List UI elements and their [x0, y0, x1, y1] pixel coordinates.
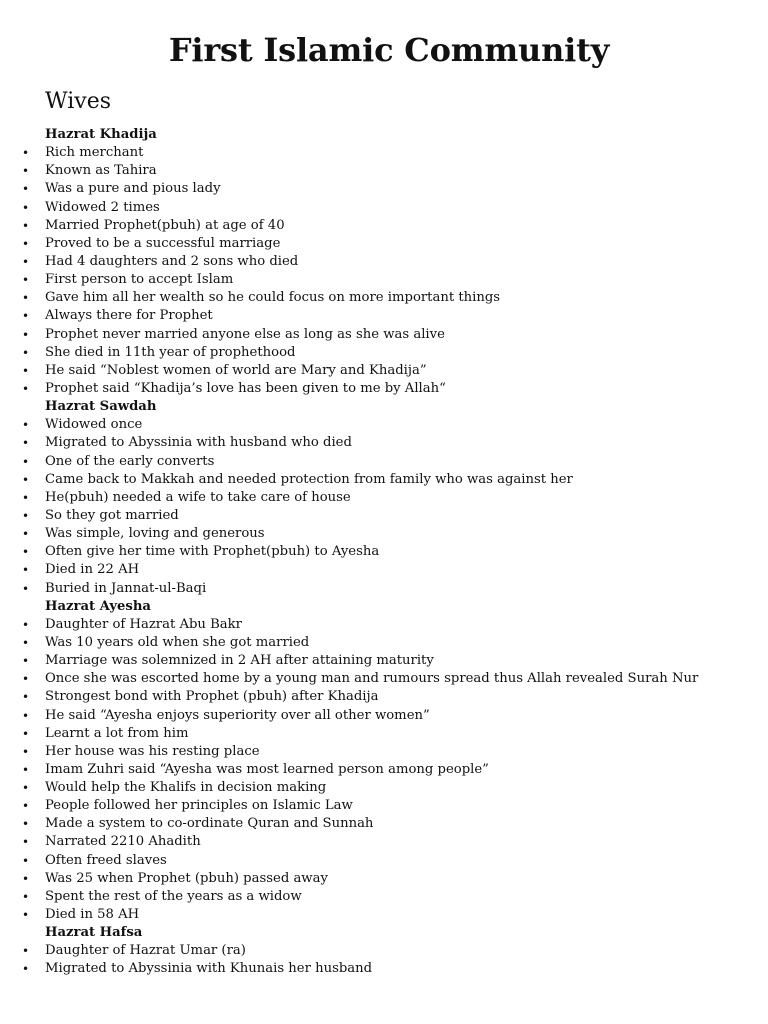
- bullet-icon: •: [22, 236, 30, 251]
- bullet-icon: •: [22, 508, 30, 523]
- list-item: [0, 180, 768, 198]
- list-item: [0, 434, 768, 452]
- bullet-icon: •: [22, 853, 30, 868]
- list-item: [0, 217, 768, 235]
- list-item: [0, 525, 768, 543]
- list-item: [0, 561, 768, 579]
- list-item: [0, 707, 768, 725]
- bullet-icon: •: [22, 817, 30, 832]
- bullet-icon: •: [22, 363, 30, 378]
- list-item-text: He said “Ayesha enjoys superiority over all other women”: [45, 707, 430, 723]
- list-item-text: Was 10 years old when she got married: [45, 634, 310, 650]
- person-section: [0, 398, 768, 598]
- list-item-text: Gave him all her wealth so he could focus on more important things: [45, 290, 501, 306]
- bullet-icon: •: [22, 708, 30, 723]
- bullet-list: [0, 144, 768, 398]
- bullet-icon: •: [22, 200, 30, 215]
- list-item-text: Prophet never married anyone else as long as she was alive: [45, 326, 445, 342]
- bullet-icon: •: [22, 527, 30, 542]
- list-item: [0, 543, 768, 561]
- list-item: [0, 888, 768, 906]
- bullet-icon: •: [22, 490, 30, 505]
- list-item-text: Her house was his resting place: [45, 743, 260, 759]
- list-item: [0, 162, 768, 180]
- list-item-text: Narrated 2210 Ahadith: [45, 834, 201, 850]
- bullet-icon: •: [22, 581, 30, 596]
- list-item: [0, 761, 768, 779]
- list-item: [0, 688, 768, 706]
- bullet-icon: •: [22, 327, 30, 342]
- bullet-icon: •: [22, 472, 30, 487]
- list-item-text: Buried in Jannat-ul-Baqi: [45, 580, 207, 596]
- bullet-list: [0, 416, 768, 597]
- bullet-icon: •: [22, 545, 30, 560]
- list-item-text: Married Prophet(pbuh) at age of 40: [45, 217, 285, 233]
- list-item: [0, 580, 768, 598]
- list-item: [0, 507, 768, 525]
- list-item: [0, 906, 768, 924]
- bullet-icon: •: [22, 254, 30, 269]
- bullet-icon: •: [22, 617, 30, 632]
- bullet-icon: •: [22, 454, 30, 469]
- list-item-text: Migrated to Abyssinia with Khunais her husband: [45, 961, 373, 977]
- list-item: [0, 852, 768, 870]
- person-section: [0, 598, 768, 925]
- bullet-icon: •: [22, 654, 30, 669]
- bullet-icon: •: [22, 944, 30, 959]
- list-item: [0, 271, 768, 289]
- bullet-icon: •: [22, 781, 30, 796]
- list-item-text: Was 25 when Prophet (pbuh) passed away: [45, 870, 328, 886]
- bullet-icon: •: [22, 672, 30, 687]
- bullet-icon: •: [22, 309, 30, 324]
- list-item-text: She died in 11th year of prophethood: [45, 344, 296, 360]
- bullet-icon: •: [22, 146, 30, 161]
- list-item: [0, 289, 768, 307]
- list-item: [0, 797, 768, 815]
- section-heading-wives: Wives: [45, 89, 111, 114]
- list-item-text: Was a pure and pious lady: [45, 181, 221, 197]
- list-item-text: Learnt a lot from him: [45, 725, 189, 741]
- person-section: [0, 126, 768, 398]
- bullet-icon: •: [22, 889, 30, 904]
- list-item: [0, 870, 768, 888]
- list-item: [0, 416, 768, 434]
- list-item-text: First person to accept Islam: [45, 272, 234, 288]
- list-item: [0, 344, 768, 362]
- list-item-text: Imam Zuhri said “Ayesha was most learned person among people”: [45, 761, 489, 777]
- bullet-list: [0, 616, 768, 924]
- list-item-text: One of the early converts: [45, 453, 215, 469]
- list-item: [0, 253, 768, 271]
- bullet-icon: •: [22, 218, 30, 233]
- list-item-text: Made a system to co-ordinate Quran and Sunnah: [45, 816, 374, 832]
- list-item-text: Marriage was solemnized in 2 AH after attaining maturity: [45, 653, 434, 669]
- list-item: [0, 652, 768, 670]
- list-item: [0, 235, 768, 253]
- list-item: [0, 616, 768, 634]
- bullet-icon: •: [22, 835, 30, 850]
- person-section: [0, 924, 768, 978]
- person-name: Hazrat Sawdah: [45, 399, 157, 415]
- bullet-icon: •: [22, 273, 30, 288]
- bullet-icon: •: [22, 381, 30, 396]
- list-item: [0, 942, 768, 960]
- list-item-text: Proved to be a successful marriage: [45, 235, 281, 251]
- list-item-text: People followed her principles on Islamic Law: [45, 798, 353, 814]
- list-item-text: Rich merchant: [45, 145, 144, 161]
- list-item-text: So they got married: [45, 507, 179, 523]
- bullet-icon: •: [22, 799, 30, 814]
- list-item: [0, 779, 768, 797]
- list-item-text: Widowed once: [45, 417, 143, 433]
- bullet-icon: •: [22, 182, 30, 197]
- person-name: Hazrat Hafsa: [45, 925, 143, 941]
- list-item-text: Always there for Prophet: [45, 308, 213, 324]
- document-body: [0, 126, 768, 979]
- list-item: [0, 144, 768, 162]
- bullet-icon: •: [22, 418, 30, 433]
- list-item-text: Spent the rest of the years as a widow: [45, 888, 302, 904]
- list-item: [0, 307, 768, 325]
- list-item: [0, 725, 768, 743]
- list-item: [0, 743, 768, 761]
- list-item-text: Died in 58 AH: [45, 907, 140, 923]
- list-item: [0, 833, 768, 851]
- bullet-icon: •: [22, 563, 30, 578]
- bullet-icon: •: [22, 291, 30, 306]
- list-item: [0, 670, 768, 688]
- list-item: [0, 634, 768, 652]
- list-item-text: Known as Tahira: [45, 163, 157, 179]
- bullet-icon: •: [22, 164, 30, 179]
- list-item-text: Often give her time with Prophet(pbuh) to Ayesha: [45, 544, 380, 560]
- bullet-icon: •: [22, 908, 30, 923]
- list-item-text: Was simple, loving and generous: [45, 526, 265, 542]
- bullet-icon: •: [22, 726, 30, 741]
- list-item-text: He(pbuh) needed a wife to take care of house: [45, 489, 351, 505]
- document-title: First Islamic Community: [168, 31, 610, 69]
- list-item-text: Widowed 2 times: [45, 199, 160, 215]
- bullet-icon: •: [22, 962, 30, 977]
- list-item-text: Often freed slaves: [45, 852, 167, 868]
- list-item-text: Had 4 daughters and 2 sons who died: [45, 253, 299, 269]
- list-item-text: Would help the Khalifs in decision making: [45, 780, 327, 796]
- list-item-text: Once she was escorted home by a young man and rumours spread thus Allah revealed Surah Nur: [45, 671, 699, 687]
- list-item: [0, 199, 768, 217]
- list-item-text: Migrated to Abyssinia with husband who died: [45, 435, 352, 451]
- list-item-text: Daughter of Hazrat Umar (ra): [45, 943, 246, 959]
- bullet-icon: •: [22, 762, 30, 777]
- bullet-icon: •: [22, 690, 30, 705]
- list-item-text: He said “Noblest women of world are Mary and Khadija”: [45, 362, 427, 378]
- bullet-icon: •: [22, 635, 30, 650]
- list-item: [0, 362, 768, 380]
- person-name: Hazrat Khadija: [45, 127, 157, 142]
- bullet-icon: •: [22, 436, 30, 451]
- list-item-text: Died in 22 AH: [45, 562, 140, 578]
- list-item: [0, 326, 768, 344]
- list-item-text: Came back to Makkah and needed protection from family who was against her: [45, 471, 573, 487]
- list-item: [0, 489, 768, 507]
- bullet-icon: •: [22, 744, 30, 759]
- list-item: [0, 453, 768, 471]
- bullet-icon: •: [22, 871, 30, 886]
- list-item-text: Strongest bond with Prophet (pbuh) after Khadija: [45, 689, 379, 705]
- list-item-text: Daughter of Hazrat Abu Bakr: [45, 616, 242, 632]
- list-item: [0, 815, 768, 833]
- bullet-icon: •: [22, 345, 30, 360]
- bullet-list: [0, 942, 768, 978]
- list-item: [0, 471, 768, 489]
- list-item-text: Prophet said “Khadija’s love has been given to me by Allah“: [45, 380, 446, 396]
- list-item: [0, 960, 768, 978]
- list-item: [0, 380, 768, 398]
- person-name: Hazrat Ayesha: [45, 598, 151, 614]
